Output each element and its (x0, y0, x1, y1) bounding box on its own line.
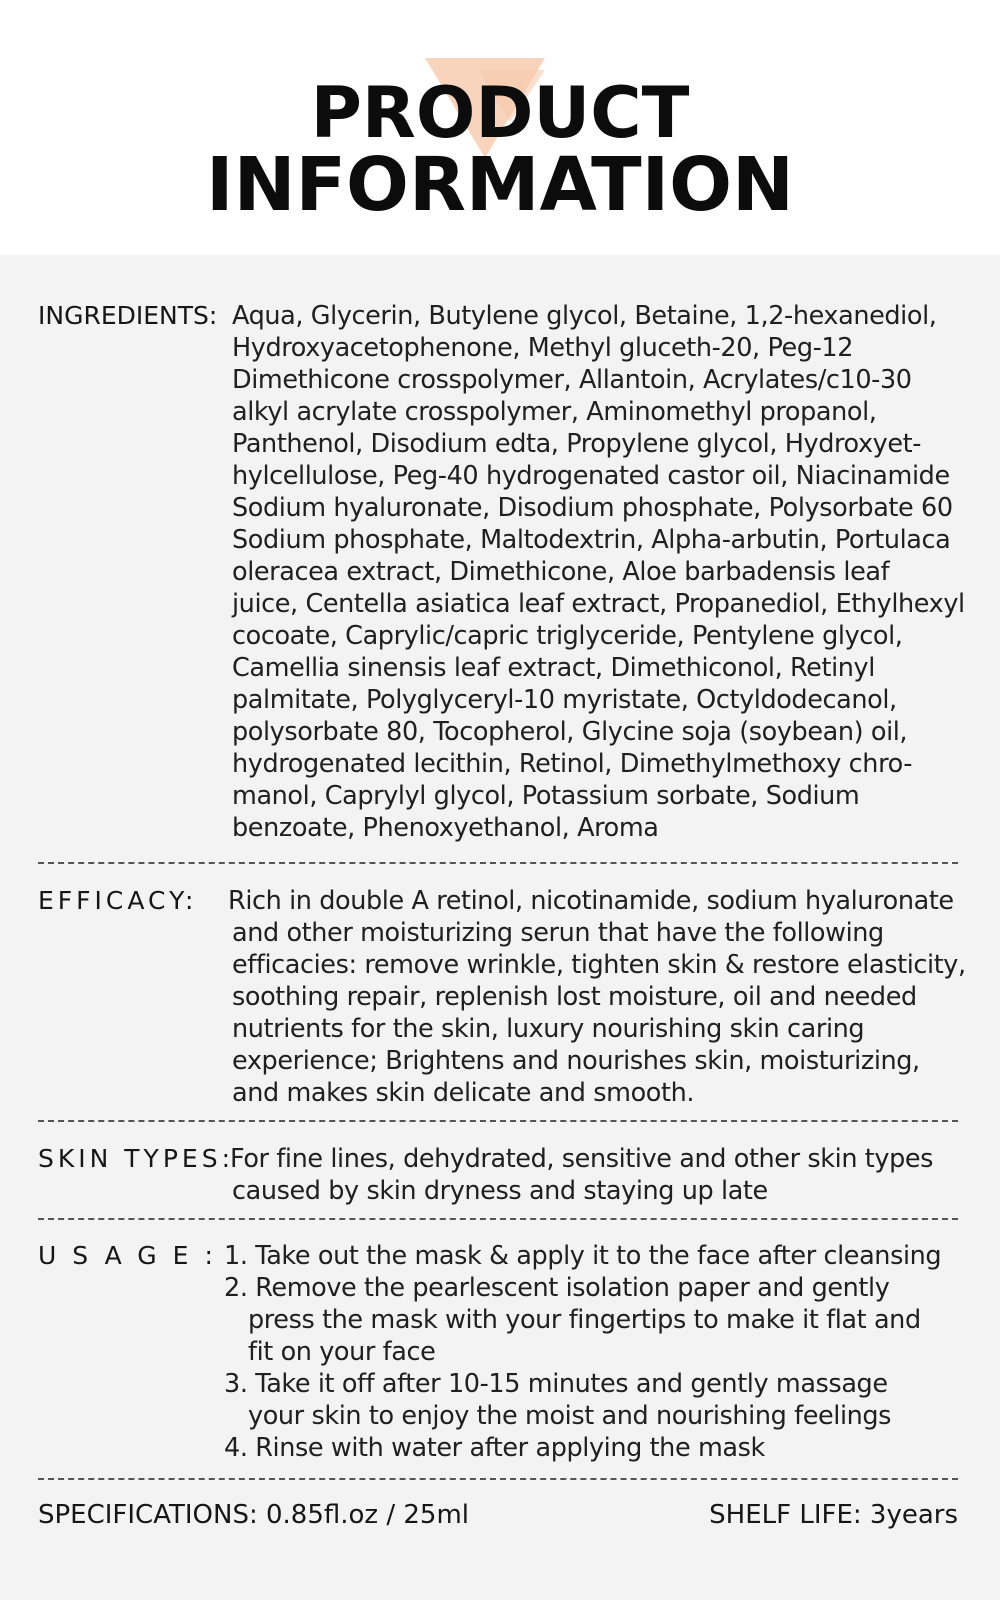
ingredients-line: alkyl acrylate crosspolymer, Aminomethyl propanol, (232, 397, 877, 427)
ingredients-line: polysorbate 80, Tocopherol, Glycine soja (soybean) oil, (232, 717, 908, 747)
ingredients-line: Hydroxyacetophenone, Methyl gluceth-20, Peg-12 (232, 333, 854, 363)
efficacy-line: and other moisturizing serun that have the following (232, 918, 884, 948)
efficacy-label: EFFICACY: (38, 886, 198, 915)
ingredients-line: Sodium hyaluronate, Disodium phosphate, Polysorbate 60 (232, 493, 953, 523)
ingredients-text (232, 300, 965, 844)
specs-row (38, 1498, 958, 1532)
usage-step: 2. Remove the pearlescent isolation paper and gently (224, 1273, 890, 1303)
usage-step: 4. Rinse with water after applying the mask (224, 1433, 765, 1463)
ingredients-line: manol, Caprylyl glycol, Potassium sorbate, Sodium (232, 781, 860, 811)
ingredients-line: Aqua, Glycerin, Butylene glycol, Betaine, 1,2-hexanediol, (232, 301, 937, 331)
divider (38, 862, 958, 864)
ingredients-line: palmitate, Polyglyceryl-10 myristate, Octyldodecanol, (232, 685, 897, 715)
divider (38, 1218, 958, 1220)
ingredients-line: Camellia sinensis leaf extract, Dimethiconol, Retinyl (232, 653, 875, 683)
skin-types-label: SKIN TYPES: (38, 1144, 234, 1173)
usage-section (38, 1240, 958, 1470)
efficacy-line: efficacies: remove wrinkle, tighten skin & restore elasticity, (232, 950, 966, 980)
specifications-value: 0.85fl.oz / 25ml (265, 1500, 469, 1530)
skin-types-line: caused by skin dryness and staying up late (232, 1176, 768, 1206)
usage-label: USAGE: (38, 1241, 229, 1270)
skin-types-section (38, 1143, 958, 1213)
usage-text (224, 1240, 941, 1464)
efficacy-line: and makes skin delicate and smooth. (232, 1078, 695, 1108)
page-title-line2: INFORMATION (206, 142, 794, 228)
efficacy-line: Rich in double A retinol, nicotinamide, sodium hyaluronate (228, 886, 954, 916)
ingredients-line: hylcellulose, Peg-40 hydrogenated castor oil, Niacinamide (232, 461, 950, 491)
shelf-life-label: SHELF LIFE: (709, 1500, 862, 1530)
efficacy-section (38, 885, 966, 1115)
shelf-life (709, 1498, 958, 1532)
ingredients-label: INGREDIENTS: (38, 301, 218, 330)
specifications (38, 1498, 469, 1532)
ingredients-line: Panthenol, Disodium edta, Propylene glycol, Hydroxyet- (232, 429, 922, 459)
usage-step: 3. Take it off after 10-15 minutes and gently massage (224, 1369, 888, 1399)
usage-step: press the mask with your fingertips to make it flat and (248, 1305, 921, 1335)
skin-types-line: For fine lines, dehydrated, sensitive and other skin types (230, 1144, 934, 1174)
divider (38, 1120, 958, 1122)
specifications-label: SPECIFICATIONS: (38, 1500, 258, 1530)
shelf-life-value: 3years (869, 1500, 958, 1530)
ingredients-line: juice, Centella asiatica leaf extract, Propanediol, Ethylhexyl (232, 589, 965, 619)
page-title-line1: PRODUCT (310, 72, 690, 154)
efficacy-text (228, 885, 966, 1109)
efficacy-line: soothing repair, replenish lost moisture, oil and needed (232, 982, 917, 1012)
ingredients-line: oleracea extract, Dimethicone, Aloe barbadensis leaf (232, 557, 890, 587)
skin-types-text (230, 1143, 933, 1207)
efficacy-line: nutrients for the skin, luxury nourishing skin caring (232, 1014, 865, 1044)
usage-step: 1. Take out the mask & apply it to the face after cleansing (224, 1241, 942, 1271)
ingredients-line: hydrogenated lecithin, Retinol, Dimethylmethoxy chro- (232, 749, 913, 779)
usage-step: your skin to enjoy the moist and nourishing feelings (248, 1401, 892, 1431)
ingredients-section (38, 300, 965, 850)
ingredients-line: Sodium phosphate, Maltodextrin, Alpha-arbutin, Portulaca (232, 525, 951, 555)
usage-step: fit on your face (248, 1337, 436, 1367)
ingredients-line: benzoate, Phenoxyethanol, Aroma (232, 813, 659, 843)
divider (38, 1478, 958, 1480)
efficacy-line: experience; Brightens and nourishes skin, moisturizing, (232, 1046, 920, 1076)
header (0, 0, 1000, 255)
ingredients-line: cocoate, Caprylic/capric triglyceride, Pentylene glycol, (232, 621, 903, 651)
ingredients-line: Dimethicone crosspolymer, Allantoin, Acrylates/c10-30 (232, 365, 912, 395)
